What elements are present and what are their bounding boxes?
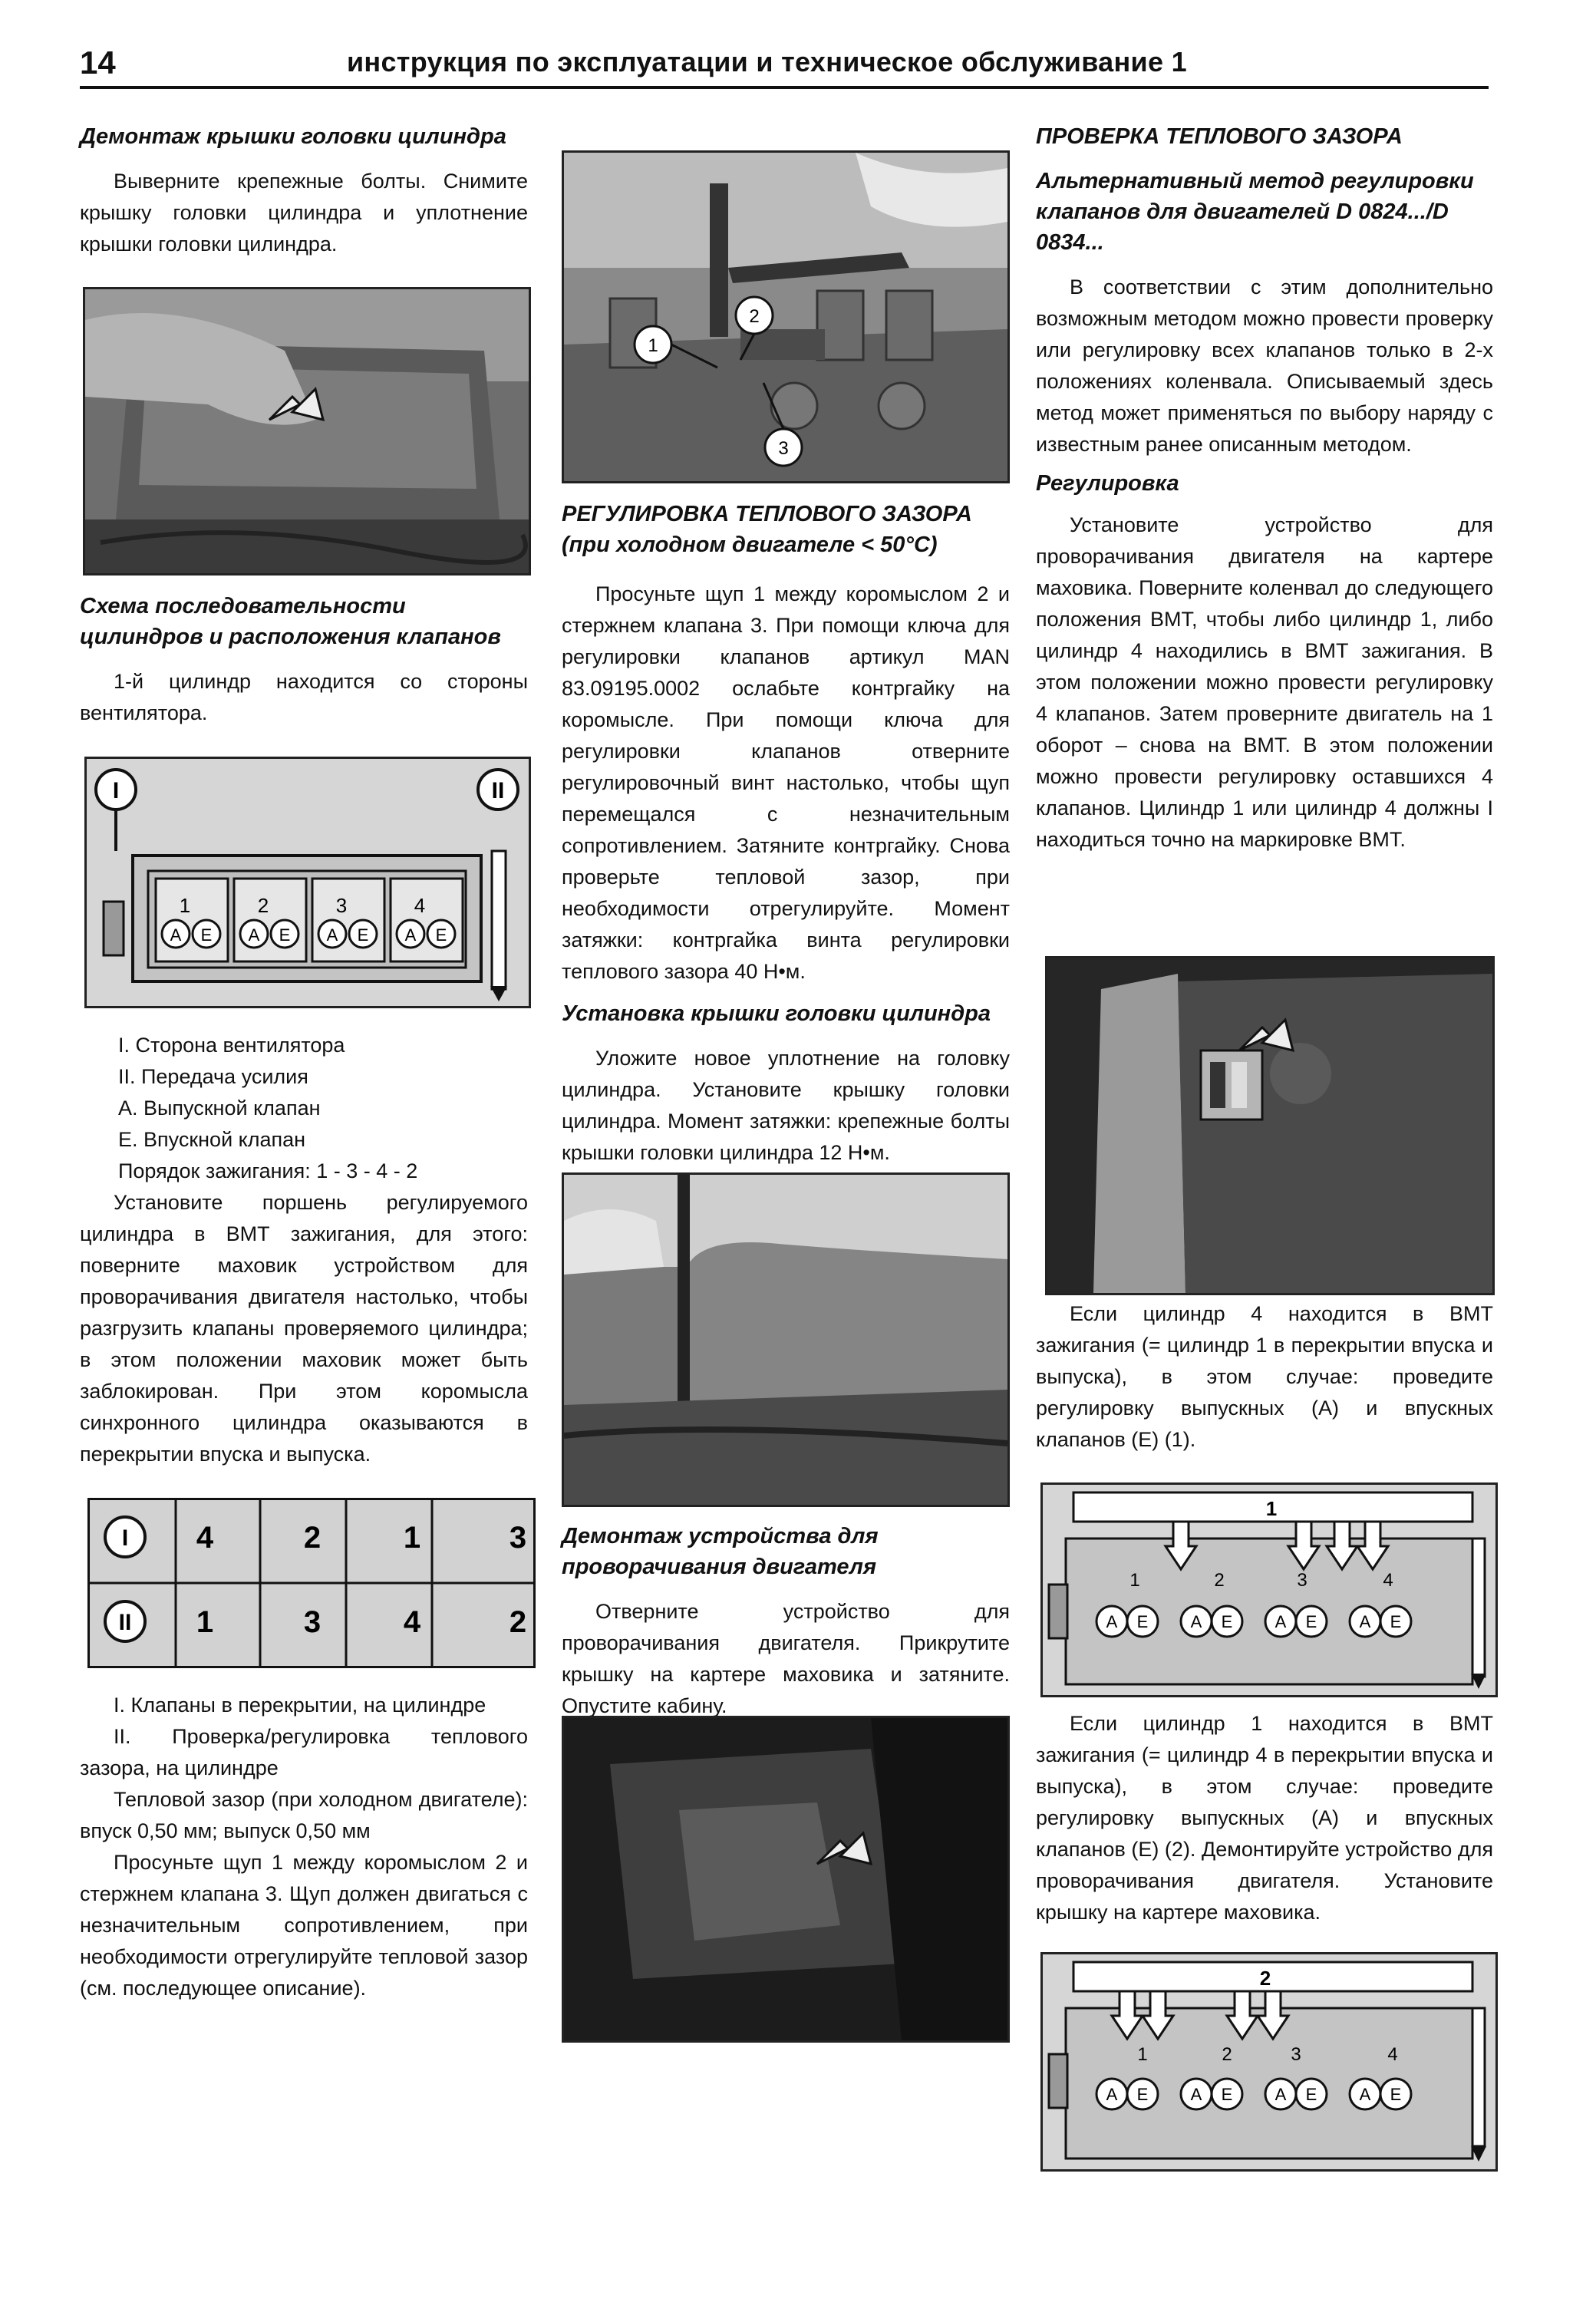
row-I-label: I	[121, 1525, 129, 1551]
svg-text:3: 3	[335, 894, 348, 917]
cylinder-1	[156, 879, 228, 961]
heading-install-cover: Установка крышки головки цилиндра	[562, 1001, 991, 1026]
left-column-bottom	[80, 1690, 528, 2004]
heading-alternative-method: Альтернативный метод регулировки клапанов для двигателей D 0824.../D 0834...	[1036, 169, 1474, 255]
photo-tdc-marking	[1045, 956, 1495, 1295]
svg-text:E: E	[1221, 1612, 1233, 1631]
paragraph-remove-cover: Выверните крепежные болты. Снимите крышку головки цилиндра и уплотнение крышки головки цилиндра.	[80, 170, 528, 256]
table-cell: 4	[196, 1521, 214, 1555]
svg-text:E: E	[357, 925, 369, 945]
svg-text:A: A	[326, 925, 338, 945]
note-overlap: I. Клапаны в перекрытии, на цилиндре	[114, 1694, 486, 1717]
svg-text:2: 2	[1222, 2044, 1232, 2065]
svg-text:4: 4	[1383, 1570, 1393, 1591]
svg-text:A: A	[1106, 2085, 1118, 2104]
cylinder-4	[391, 879, 463, 961]
page-number: 14	[80, 45, 116, 81]
svg-text:E: E	[1136, 2085, 1149, 2104]
left-column-legend	[80, 1030, 528, 1470]
paragraph-cylinder1-tdc: Если цилиндр 1 находится в ВМТ зажигания (= цилиндр 4 в перекрытии впуска и выпуска), в этом случае: проведите регулировку выпускных (A) и впускных клапанов (E) (2). Демонтируйте устройство для проворачивания двигателя. Установите крышку на картере маховика.	[1036, 1712, 1493, 1924]
svg-text:2: 2	[257, 894, 269, 917]
heading-adjustment: Регулировка	[1036, 471, 1179, 496]
paragraph-adjustment-procedure: Установите устройство для проворачивания двигателя на картере маховика. Поверните коленвал до следующего положения ВМТ, чтобы либо цилиндр 1, либо цилиндр 4 находились в ВМТ зажигания. В этом положении можно провести регулировку 4 клапанов. Затем проверните двигатель на 1 оборот – снова на ВМТ. В этом положении можно провести регулировку оставшихся 4 клапанов. Цилиндр 1 или цилиндр 4 должны I находиться точно на маркировке ВМТ.	[1036, 513, 1493, 851]
photo-cover-installation	[562, 1172, 1010, 1507]
table-cell: 1	[196, 1605, 214, 1639]
svg-text:A: A	[1274, 2085, 1287, 2104]
running-header-title: инструкция по эксплуатации и техническое обслуживание 1	[347, 46, 1187, 78]
svg-text:E: E	[1221, 2085, 1233, 2104]
legend-item: I. Сторона вентилятора	[118, 1034, 345, 1057]
paragraph-remove-turning-device: Отверните устройство для проворачивания двигателя. Прикрутите крышку на картере маховика и затяните. Опустите кабину.	[562, 1600, 1010, 1717]
legend-item: A. Выпускной клапан	[118, 1097, 321, 1120]
table-cell: 2	[509, 1605, 527, 1639]
firing-order: Порядок зажигания: 1 - 3 - 4 - 2	[118, 1159, 418, 1182]
svg-text:A: A	[404, 925, 417, 945]
svg-text:A: A	[248, 925, 260, 945]
svg-text:E: E	[279, 925, 291, 945]
svg-text:A: A	[1359, 2085, 1371, 2104]
paragraph-alternative-method: В соответствии с этим дополнительно возможным методом можно провести проверку или регулировку всех клапанов только в 2-х положениях коленвала. Описываемый здесь метод может применяться по выбору наряду с известным ранее описанным методом.	[1036, 275, 1493, 456]
side-I-label: I	[112, 778, 120, 803]
overlap-adjust-table	[87, 1498, 536, 1668]
table-cell: 1	[403, 1521, 421, 1555]
table-cell: 2	[303, 1521, 322, 1555]
heading-remove-cover: Демонтаж крышки головки цилиндра	[80, 124, 506, 149]
table-cell: 4	[403, 1605, 421, 1639]
valve-diagram-position-2	[1040, 1952, 1498, 2172]
photo-flywheel-housing-cover	[562, 1716, 1010, 2043]
svg-text:1: 1	[1129, 1570, 1140, 1591]
cylinder-scheme-diagram	[84, 757, 531, 1008]
table-cell: 3	[509, 1521, 527, 1555]
middle-column-text	[562, 499, 1010, 1169]
svg-text:3: 3	[1291, 2044, 1301, 2065]
diagram-2-label: 2	[1259, 1967, 1271, 1990]
callout-1: 1	[648, 335, 658, 356]
photo-valve-cover-removal	[83, 287, 531, 576]
svg-text:1: 1	[1137, 2044, 1148, 2065]
svg-text:3: 3	[1297, 1570, 1307, 1591]
svg-text:E: E	[1390, 1612, 1402, 1631]
svg-text:1: 1	[179, 894, 191, 917]
side-II-label: II	[491, 778, 505, 803]
svg-text:E: E	[435, 925, 447, 945]
cylinder-2	[234, 879, 306, 961]
table-cell: 3	[303, 1605, 322, 1639]
svg-text:E: E	[1305, 1612, 1317, 1631]
svg-text:A: A	[1106, 1612, 1118, 1631]
header-rule	[80, 86, 1489, 89]
svg-text:E: E	[200, 925, 213, 945]
paragraph-first-cylinder: 1-й цилиндр находится со стороны вентилятора.	[80, 670, 528, 724]
row-II-label: II	[118, 1610, 132, 1635]
paragraph-cylinder4-tdc: Если цилиндр 4 находится в ВМТ зажигания (= цилиндр 1 в перекрытии впуска и выпуска), в этом случае: проведите регулировку выпускных (A) и впускных клапанов (E) (1).	[1036, 1302, 1493, 1451]
paragraph-adjust-procedure: Просуньте щуп 1 между коромыслом 2 и стержнем клапана 3. При помощи ключа для регулировки клапанов артикул MAN 83.09195.0002 ослабьте контргайку на коромысле. При помощи ключа для регулировки клапанов отверните регулировочный винт настолько, чтобы щуп перемещался с незначительным сопротивлением. Затяните контргайку. Снова проверьте тепловой зазор, при необходимости отрегулируйте. Момент затяжки: контргайка винта регулировки теплового зазора 40 Н•м.	[562, 582, 1010, 983]
left-column-scheme	[80, 591, 528, 729]
paragraph-install-cover: Уложите новое уплотнение на головку цилиндра. Установите крышку головки цилиндра. Момент затяжки: крепежные болты крышки головки цилиндра 12 Н•м.	[562, 1047, 1010, 1164]
svg-text:E: E	[1136, 1612, 1149, 1631]
legend-item: II. Передача усилия	[118, 1065, 308, 1088]
svg-text:A: A	[1359, 1612, 1371, 1631]
note-adjust: II. Проверка/регулировка теплового зазора, на цилиндре	[80, 1725, 528, 1779]
svg-text:2: 2	[1214, 1570, 1225, 1591]
heading-remove-turning-device: Демонтаж устройства для проворачивания двигателя	[562, 1524, 879, 1579]
svg-text:E: E	[1305, 2085, 1317, 2104]
svg-text:A: A	[1190, 2085, 1202, 2104]
left-column-top	[80, 121, 528, 260]
valve-diagram-position-1	[1040, 1482, 1498, 1697]
svg-text:E: E	[1390, 2085, 1402, 2104]
svg-text:A: A	[1274, 1612, 1287, 1631]
svg-text:A: A	[170, 925, 182, 945]
svg-text:4: 4	[414, 894, 426, 917]
photo-valve-adjustment	[562, 150, 1010, 483]
right-column-lower	[1036, 1708, 1493, 1928]
svg-text:A: A	[1190, 1612, 1202, 1631]
legend-item: E. Впускной клапан	[118, 1128, 306, 1151]
right-column-mid	[1036, 1298, 1493, 1456]
svg-text:4: 4	[1387, 2044, 1398, 2065]
heading-valve-clearance-adjust: РЕГУЛИРОВКА ТЕПЛОВОГО ЗАЗОРА (при холодном двигателе < 50°C)	[562, 502, 972, 557]
middle-column-bottom	[562, 1521, 1010, 1722]
callout-3: 3	[778, 438, 789, 459]
paragraph-clearance-values: Тепловой зазор (при холодном двигателе): впуск 0,50 мм; выпуск 0,50 мм	[80, 1788, 528, 1842]
cylinder-3	[312, 879, 384, 961]
paragraph-tdc-setup: Установите поршень регулируемого цилиндра в ВМТ зажигания, для этого: поверните маховик устройством для проворачивания двигателя настолько, чтобы разгрузить клапаны проверяемого цилиндра; в этом положении маховик может быть заблокирован. При этом коромысла синхронного цилиндра оказываются в перекрытии впуска и выпуска.	[80, 1191, 528, 1466]
callout-2: 2	[749, 306, 760, 327]
diagram-1-label: 1	[1265, 1497, 1278, 1520]
paragraph-feeler-gauge: Просуньте щуп 1 между коромыслом 2 и стержнем клапана 3. Щуп должен двигаться с незначительным сопротивлением, при необходимости отрегулируйте тепловой зазор (см. последующее описание).	[80, 1851, 528, 2000]
heading-check-valve-clearance: ПРОВЕРКА ТЕПЛОВОГО ЗАЗОРА	[1036, 124, 1403, 149]
right-column-top	[1036, 121, 1493, 856]
heading-cylinder-scheme: Схема последовательности цилиндров и расположения клапанов	[80, 594, 501, 649]
